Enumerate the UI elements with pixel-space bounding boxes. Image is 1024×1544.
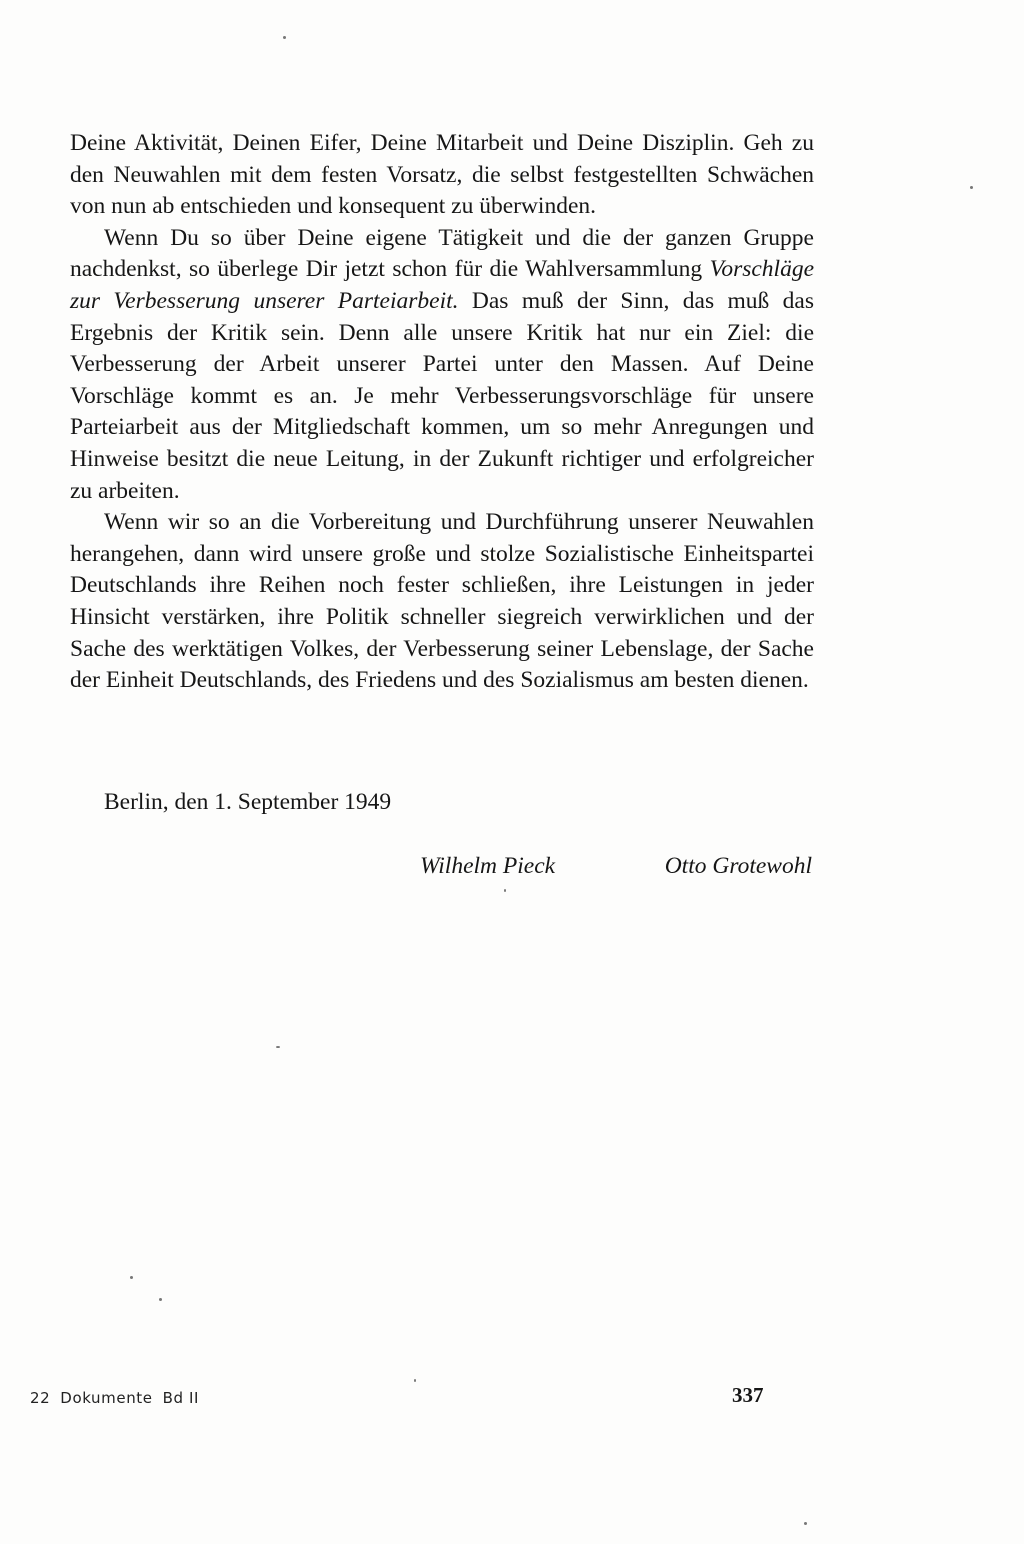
signature-grotewohl: Otto Grotewohl: [664, 853, 812, 879]
page-number: 337: [732, 1383, 764, 1407]
paragraph-2: [70, 223, 814, 507]
sheet-number: 22: [30, 1389, 51, 1407]
paragraph-2-emphasis: Vorschläge zur Verbesserung unserer Parteiarbeit.: [70, 256, 814, 314]
print-speck: [130, 1276, 133, 1279]
paragraph-3: Wenn wir so an die Vorbereitung und Durchführung unserer Neuwahlen herangehen, dann wird unsere große und stolze Sozialistische Einheitspartei Deutschlands ihre Reihen noch fester schließen, ihre Leistungen in jeder Hinsicht verstärken, ihre Politik schneller siegreich verwirklichen und der Sache des werktätigen Volkes, der Verbesserung seiner Lebenslage, der Sache der Einheit Deutschlands, des Friedens und des Sozialismus am besten dienen.: [70, 509, 814, 694]
print-speck: [283, 36, 286, 39]
paragraph-1: Deine Aktivität, Deinen Eifer, Deine Mitarbeit und Deine Disziplin. Geh zu den Neuwahlen mit dem festen Vorsatz, die selbst festgestellten Schwächen von nun ab entschieden und konsequent zu überwinden.: [70, 130, 814, 220]
print-speck: [276, 1046, 280, 1048]
body-text: [70, 128, 814, 697]
volume-label: Bd II: [162, 1389, 200, 1407]
print-speck: [504, 889, 506, 892]
print-speck: [804, 1522, 807, 1525]
paragraph-2-rest: Das muß der Sinn, das muß das Ergebnis der Kritik sein. Denn alle unsere Kritik hat nur ein Ziel: die Verbesserung der Arbeit unserer Partei unter den Massen. Auf Deine Vorschläge kommt es an. Je mehr Verbesserungsvorschläge für unsere Parteiarbeit aus der Mitgliedschaft kommen, um so mehr Anregungen und Hinweise besitzt die neue Leitung, in der Zukunft richtiger und erfolgreicher zu arbeiten.: [70, 287, 814, 504]
print-speck: [159, 1298, 162, 1301]
print-speck: [414, 1379, 416, 1382]
signature-pieck: Wilhelm Pieck: [420, 853, 556, 879]
signature-block: [420, 850, 812, 882]
dateline: Berlin, den 1. September 1949: [104, 789, 392, 815]
print-speck: [970, 186, 973, 189]
collection-name: Dokumente: [60, 1389, 153, 1407]
paragraph-2-lead: Wenn Du so über Deine eigene Tätigkeit und die der ganzen Gruppe nachdenkst, so überlege Dir jetzt schon für die Wahlversammlung: [70, 224, 814, 283]
signature-mark: [30, 1388, 209, 1408]
